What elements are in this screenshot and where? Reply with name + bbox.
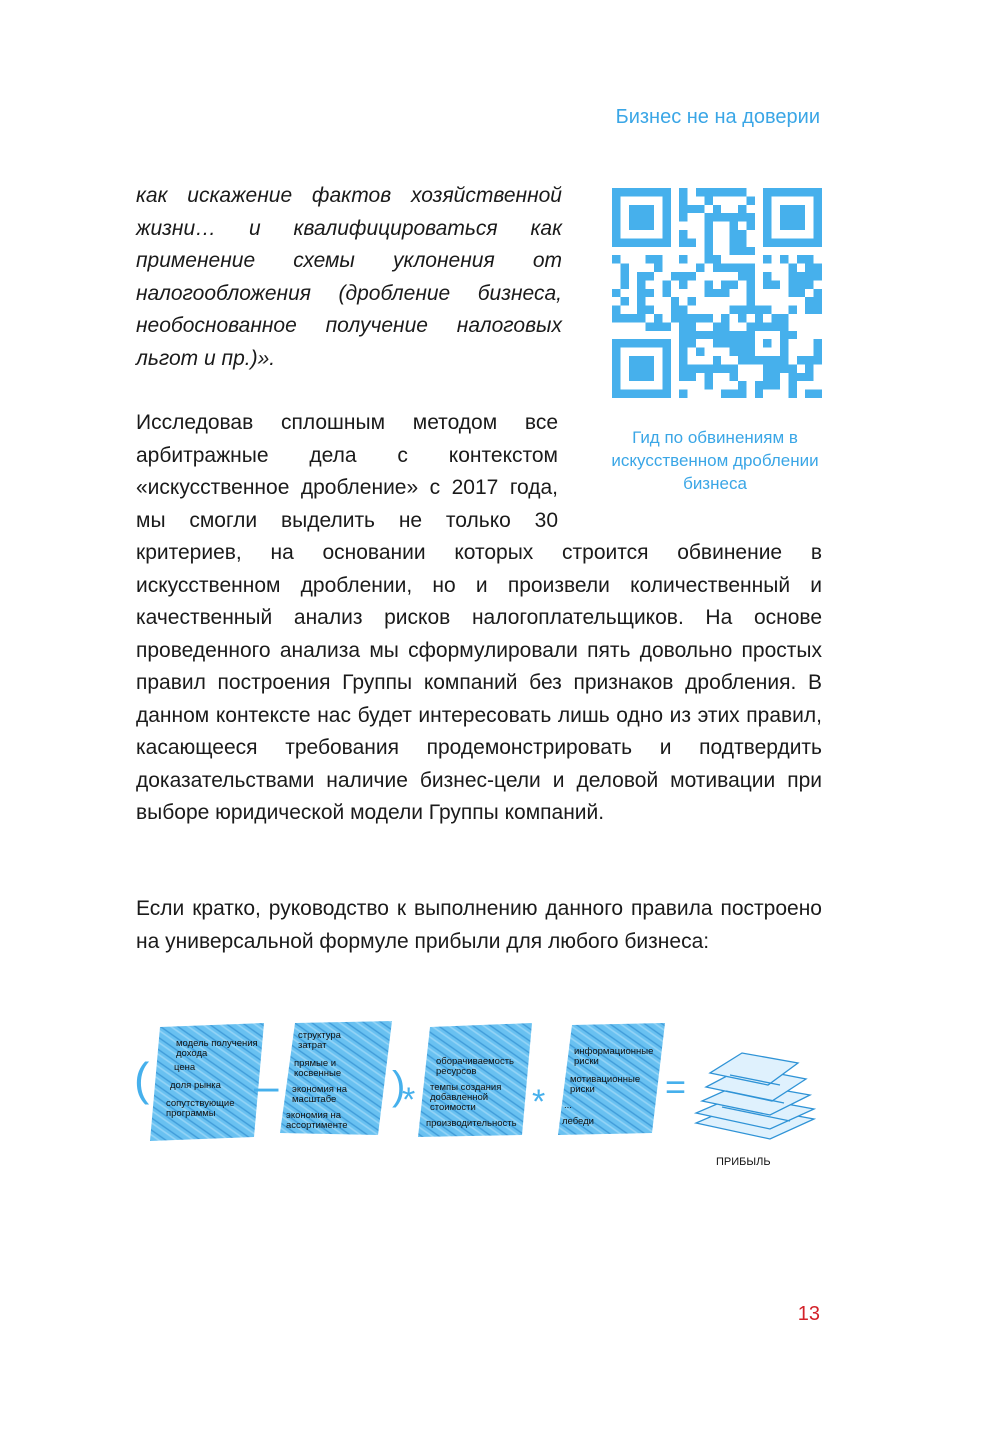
qr-caption: Гид по обвинениям в искусственном дроблении бизнеса: [611, 428, 819, 493]
box1-item-3: доля рынка: [170, 1080, 221, 1091]
paragraph-1: [136, 407, 822, 830]
box2-item-3: экономия на масштабе: [292, 1084, 348, 1105]
box3-item-3: производительность: [426, 1118, 517, 1129]
box1-item-2: цена: [174, 1062, 196, 1073]
box3-item-1: оборачиваемость ресурсов: [436, 1056, 514, 1077]
formula-equals: =: [665, 1066, 687, 1107]
box1-item-4: сопутствующие программы: [166, 1098, 235, 1119]
box4-item-1: информационные риски: [574, 1046, 654, 1067]
box2-item-2: прямые и косвенные: [294, 1058, 342, 1079]
profit-formula-diagram: [130, 1015, 830, 1175]
profit-label: ПРИБЫЛЬ: [716, 1156, 771, 1168]
quote-text: как искажение фактов хозяйственной жизни… и квалифицироваться как применение схемы уклонения от налогообложения (дробление бизнеса, необоснованное получение налоговых льгот и пр.)».: [136, 184, 562, 370]
formula-close-paren: ): [392, 1064, 406, 1108]
box4-item-2: мотивационные риски: [570, 1074, 641, 1095]
qr-code[interactable]: [612, 188, 822, 398]
box3-item-2: темпы создания добавленной стоимости: [430, 1082, 502, 1113]
money-stack-icon: [696, 1053, 814, 1139]
box2-item-4: экономия на ассортименте: [286, 1110, 348, 1131]
paragraph-1-text: Исследовав сплошным методом все арбитражные дела с контекстом «искусственное дробление» с 2017 года, мы смогли выделить не только 30 критериев, на основании которых строится обвинение в искусственном дроблении, но и произвели количественный и качественный анализ рисков налогоплательщиков. На основе проведенного анализа мы сформулировали пять довольно простых правил построения Группы компаний без признаков дробления. В данном контексте нас будет интересовать лишь одно из этих правил, касающееся требования продемонстрировать и подтвердить доказательствами наличие бизнес-цели и деловой мотивации при выборе юридической модели Группы компаний.: [136, 411, 822, 824]
page-number: 13: [797, 1303, 820, 1325]
box4-item-4: лебеди: [562, 1116, 594, 1127]
formula-times-1: *: [402, 1081, 416, 1119]
formula-minus: –: [254, 1062, 279, 1111]
box1-item-1: модель получения дохода: [176, 1038, 258, 1059]
formula-times-2: *: [532, 1083, 546, 1121]
formula-open-paren: (: [134, 1053, 150, 1105]
paragraph-2: Если кратко, руководство к выполнению данного правила построено на универсальной формуле прибыли для любого бизнеса:: [136, 897, 822, 953]
box4-item-3: ...: [564, 1100, 572, 1111]
running-header: Бизнес не на доверии: [615, 106, 820, 128]
box2-item-1: структура затрат: [298, 1030, 341, 1051]
